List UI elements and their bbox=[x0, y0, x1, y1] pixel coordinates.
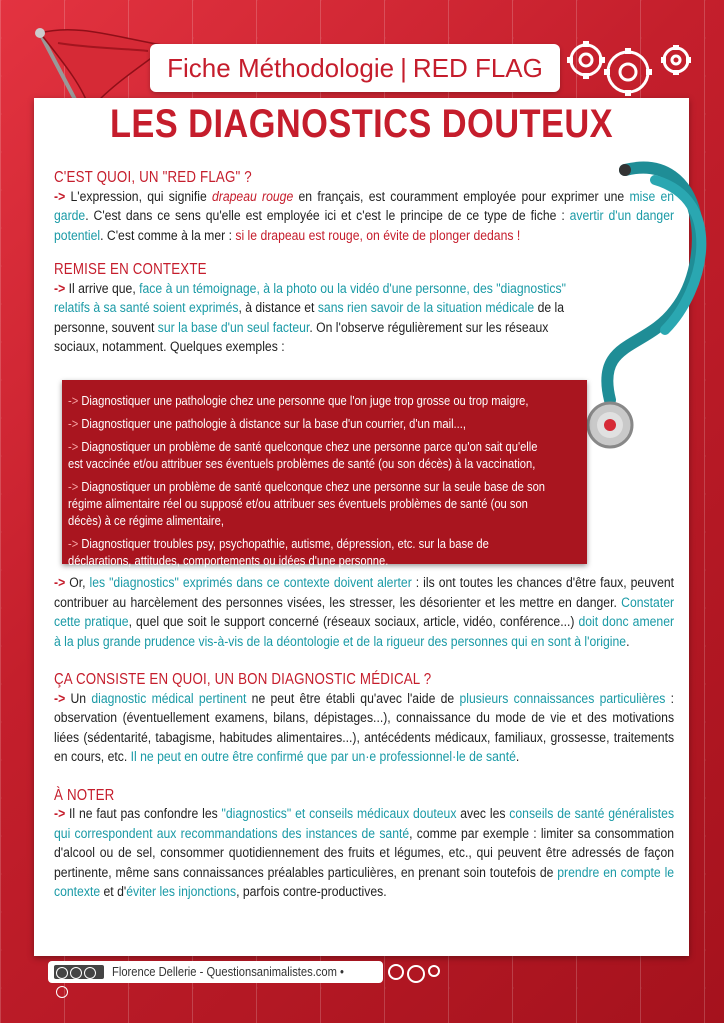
series-title bbox=[150, 44, 560, 92]
section-text bbox=[54, 805, 674, 903]
arrow: -> bbox=[54, 690, 66, 707]
text: : observation (éventuellement examens, bilans, dépistages...), connaissance du mode de vie et des motivations liées (sédentarité, tabagisme, habitudes alimentaires...), antécédents médicaux, familiaux, grossesse, traitements en cours, etc. bbox=[54, 690, 675, 765]
arrow: -> bbox=[68, 536, 79, 551]
section-note bbox=[54, 786, 674, 903]
arrow: -> bbox=[68, 439, 79, 454]
text: , quel que soit le support concerné (réseaux sociaux, article, vidéo, conférence...) bbox=[128, 614, 579, 630]
text: . bbox=[515, 749, 520, 765]
text: en français, est couramment employée pour exprimer une bbox=[293, 188, 630, 205]
text: Il ne faut pas confondre les bbox=[65, 806, 222, 822]
text: L'expression, qui signifie bbox=[65, 188, 212, 205]
text: , parfois contre-productives. bbox=[236, 884, 387, 900]
item-text: Diagnostiquer une pathologie à distance sur la base d'un courrier, d'un mail..., bbox=[78, 416, 466, 431]
creative-commons-icon bbox=[54, 965, 104, 979]
separator: | bbox=[400, 53, 407, 83]
series-tag: RED FLAG bbox=[412, 53, 543, 83]
highlight: Constater cette pratique bbox=[54, 594, 675, 630]
highlight: Il ne peut en outre être confirmé que par un·e professionnel·le de santé bbox=[130, 749, 516, 765]
text: Il arrive que, bbox=[65, 280, 140, 297]
section-text bbox=[54, 690, 674, 768]
highlight: les "diagnostics" exprimés dans ce contexte doivent alerter bbox=[89, 575, 412, 591]
text: . C'est dans ce sens qu'elle est employée ici et c'est le principe de ce type de fiche : bbox=[85, 208, 570, 224]
text: , à distance et bbox=[238, 300, 318, 316]
arrow: -> bbox=[54, 575, 66, 591]
highlight: mise en garde bbox=[54, 188, 675, 224]
highlight: si le drapeau est rouge, on évite de plonger dedans ! bbox=[235, 227, 521, 244]
text: : ils ont toutes les chances d'être faux, peuvent contribuer au harcèlement des personnes visées, les stresser, les désorienter et les mettre en danger. bbox=[54, 575, 675, 611]
section-heading: REMISE EN CONTEXTE bbox=[54, 261, 207, 278]
arrow: -> bbox=[54, 280, 66, 297]
section-heading: À NOTER bbox=[54, 786, 115, 804]
section-text bbox=[54, 574, 674, 652]
highlight: "diagnostics" et conseils médicaux douteux bbox=[221, 806, 457, 822]
series-name: Fiche Méthodologie bbox=[167, 53, 395, 83]
section-good-diagnosis bbox=[54, 670, 674, 768]
highlight: prendre en compte le contexte bbox=[54, 864, 675, 900]
page-title: LES DIAGNOSTICS DOUTEUX bbox=[109, 102, 613, 146]
text: . C'est comme à la mer : bbox=[100, 227, 236, 244]
highlight: diagnostic médical pertinent bbox=[91, 690, 247, 707]
item-text: Diagnostiquer un problème de santé quelconque chez une personne sur la seule base de son régime alimentaire réel ou supposé et/ou attribuer ses éventuels problèmes de santé (ou son décès) à ce régime alimentaire, bbox=[68, 479, 546, 528]
section-heading: C'EST QUOI, UN "RED FLAG" ? bbox=[54, 169, 252, 186]
highlight: sans rien savoir de la situation médicale bbox=[317, 300, 535, 316]
text: avec les bbox=[456, 806, 510, 822]
arrow: -> bbox=[54, 806, 66, 822]
highlight: sur la base d'un seul facteur bbox=[157, 319, 310, 336]
text: . bbox=[626, 633, 630, 650]
section-heading: ÇA CONSISTE EN QUOI, UN BON DIAGNOSTIC MÉDICAL ? bbox=[54, 671, 432, 688]
text: et d' bbox=[100, 884, 127, 900]
highlight: plusieurs connaissances particulières bbox=[459, 690, 666, 707]
examples-list bbox=[68, 392, 591, 575]
highlight: conseils de santé généralistes qui correspondent aux recommandations des instances de santé bbox=[54, 806, 675, 842]
list-item bbox=[68, 438, 550, 472]
gear-icon bbox=[386, 958, 446, 986]
item-text: Diagnostiquer un problème de santé quelconque chez une personne parce qu'on sait qu'elle est vaccinée et/ou attribuer ses éventuels problèmes de santé (ou son décès) à la vaccination, bbox=[68, 439, 538, 471]
emphasis: drapeau rouge bbox=[211, 188, 294, 205]
text: . On l'observe régulièrement sur les réseaux sociaux, notamment. Quelques exemples : bbox=[54, 319, 549, 355]
text: ne peut être établi qu'avec l'aide de bbox=[246, 690, 460, 707]
arrow: -> bbox=[68, 416, 79, 431]
text: de la personne, souvent bbox=[54, 300, 565, 336]
list-item bbox=[68, 415, 591, 432]
section-what bbox=[54, 168, 674, 246]
text: Un bbox=[65, 690, 92, 707]
item-text: Diagnostiquer troubles psy, psychopathie, autisme, dépression, etc. sur la base de déclarations, attitudes, comportements ou idées d'une personne. bbox=[68, 536, 489, 568]
gear-icon bbox=[558, 30, 708, 100]
highlight: face à un témoignage, à la photo ou la vidéo d'une personne, des "diagnostics" relatifs à sa santé soient exprimés bbox=[54, 280, 566, 316]
arrow: -> bbox=[68, 393, 79, 408]
list-item bbox=[68, 535, 550, 569]
text: , comme par exemple : limiter sa consommation d'alcool ou de sel, consommer quotidiennement des fruits et légumes, etc., qui peuvent être adressés de façon pertinente, même sans connaissances préalables particulières, en prenant soin toutefois de bbox=[54, 825, 675, 881]
content bbox=[54, 168, 674, 358]
credit-text: Florence Dellerie - Questionsanimalistes.com bbox=[112, 964, 337, 979]
list-item bbox=[68, 478, 550, 529]
section-text bbox=[54, 188, 674, 247]
arrow: -> bbox=[68, 479, 79, 494]
arrow: -> bbox=[54, 188, 66, 205]
footer-credit bbox=[112, 961, 344, 983]
section-alert bbox=[54, 574, 674, 652]
bullet: • bbox=[340, 964, 344, 979]
text: Or, bbox=[65, 575, 90, 591]
highlight: avertir d'un danger potentiel bbox=[54, 208, 675, 244]
highlight: éviter les injonctions bbox=[126, 884, 237, 900]
section-text bbox=[54, 280, 570, 358]
highlight: doit donc amener à la plus grande prudence vis-à-vis de la déontologie et de la rigueur des personnes qui en sont à l'origine bbox=[54, 614, 675, 650]
content-lower bbox=[54, 574, 674, 917]
item-text: Diagnostiquer une pathologie chez une personne que l'on juge trop grosse ou trop maigre, bbox=[78, 393, 529, 408]
section-context bbox=[54, 260, 570, 358]
list-item bbox=[68, 392, 591, 409]
